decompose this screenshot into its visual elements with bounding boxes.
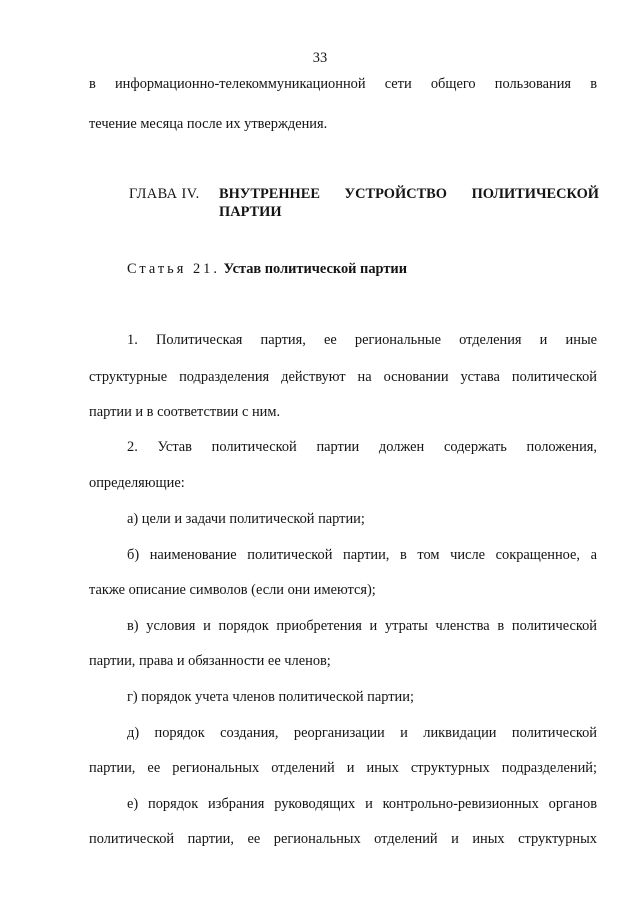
list-item-line: в) условия и порядок приобретения и утраты членства в политической	[127, 618, 597, 634]
chapter-title-line-1: ВНУТРЕННЕЕ УСТРОЙСТВО ПОЛИТИЧЕСКОЙ	[219, 186, 599, 202]
article-title: Устав политической партии	[223, 261, 407, 277]
chapter-label: ГЛАВА IV.	[129, 186, 200, 202]
paragraph-line: определяющие:	[89, 475, 185, 491]
intro-line-1: в информационно-телекоммуникационной сети общего пользования в	[89, 76, 597, 92]
list-item-line: д) порядок создания, реорганизации и ликвидации политической	[127, 725, 597, 741]
paragraph-line: партии и в соответствии с ним.	[89, 404, 281, 420]
list-item-line: партии, ее региональных отделений и иных структурных подразделений;	[89, 760, 597, 776]
list-item-line: е) порядок избрания руководящих и контрольно-ревизионных органов	[127, 796, 597, 812]
article-label: Статья 21.	[127, 261, 220, 277]
paragraph-line: структурные подразделения действуют на основании устава политической	[89, 369, 597, 385]
list-item-line: политической партии, ее региональных отделений и иных структурных	[89, 831, 597, 847]
paragraph-line: 1. Политическая партия, ее региональные отделения и иные	[127, 332, 597, 348]
paragraph-line: 2. Устав политической партии должен содержать положения,	[127, 439, 597, 455]
list-item-line: г) порядок учета членов политической партии;	[127, 689, 414, 705]
page-number: 33	[312, 50, 328, 66]
list-item-line: партии, права и обязанности ее членов;	[89, 653, 331, 669]
list-item-line: а) цели и задачи политической партии;	[127, 511, 365, 527]
intro-line-2: течение месяца после их утверждения.	[89, 116, 328, 132]
list-item-line: также описание символов (если они имеются);	[89, 582, 376, 598]
article-heading	[127, 260, 407, 278]
chapter-heading	[129, 185, 599, 221]
list-item-line: б) наименование политической партии, в том числе сокращенное, а	[127, 547, 597, 563]
chapter-title-line-2: ПАРТИИ	[219, 204, 282, 220]
